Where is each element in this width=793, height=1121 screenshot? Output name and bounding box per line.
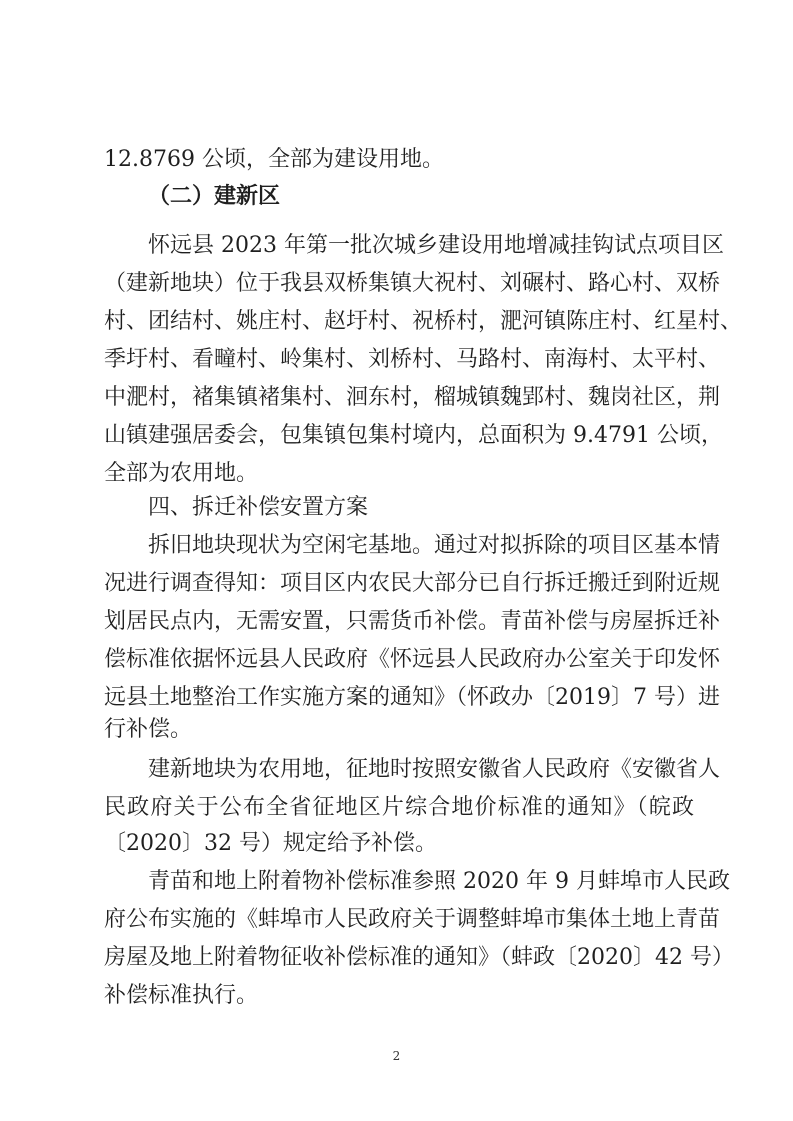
paragraph-line: 青苗和地上附着物补偿标准参照 2020 年 9 月蚌埠市人民政 — [148, 869, 730, 894]
paragraph-line: 补偿标准执行。 — [104, 983, 259, 1008]
paragraph-line: 划居民点内，无需安置，只需货币补偿。青苗补偿与房屋拆迁补 — [104, 609, 721, 634]
paragraph-line: 况进行调查得知：项目区内农民大部分已自行拆迁搬迁到附近规 — [104, 571, 721, 596]
paragraph-line: 〔2020〕32 号）规定给予补偿。 — [104, 831, 437, 856]
section-heading-jianxinqu: （二）建新区 — [148, 183, 281, 209]
paragraph-line: 房屋及地上附着物征收补偿标准的通知》（蚌政〔2020〕42 号） — [104, 945, 734, 970]
paragraph-line: 行补偿。 — [104, 717, 193, 742]
paragraph-line: 怀远县 2023 年第一批次城乡建设用地增减挂钩试点项目区 — [148, 233, 724, 258]
page-number: 2 — [392, 1049, 401, 1063]
paragraph-line: 远县土地整治工作实施方案的通知》（怀政办〔2019〕7 号）进 — [104, 685, 720, 710]
paragraph-line: 山镇建强居委会，包集镇包集村境内，总面积为 9.4791 公顷， — [104, 423, 723, 448]
paragraph-line: 拆旧地块现状为空闲宅基地。通过对拟拆除的项目区基本情 — [148, 533, 721, 558]
paragraph-line: 全部为农用地。 — [104, 461, 259, 486]
paragraph-line: 建新地块为农用地，征地时按照安徽省人民政府《安徽省人 — [148, 757, 721, 782]
paragraph-line: 中淝村，褚集镇褚集村、洄东村，榴城镇魏郢村、魏岗社区，荆 — [104, 385, 721, 410]
paragraph-line: 村、团结村、姚庄村、赵圩村、祝桥村，淝河镇陈庄村、红星村、 — [104, 309, 743, 334]
paragraph-line: 偿标准依据怀远县人民政府《怀远县人民政府办公室关于印发怀 — [104, 647, 721, 672]
paragraph-line: 民政府关于公布全省征地区片综合地价标准的通知》（皖政 — [104, 795, 694, 820]
paragraph-line: 12.8769 公顷，全部为建设用地。 — [104, 147, 444, 172]
section-heading-chaiqian: 四、拆迁补偿安置方案 — [148, 495, 369, 520]
paragraph-line: （建新地块）位于我县双桥集镇大祝村、刘碾村、路心村、双桥 — [104, 271, 721, 296]
paragraph-line: 季圩村、看疃村、岭集村、刘桥村、马路村、南海村、太平村、 — [104, 347, 721, 372]
paragraph-line: 府公布实施的《蚌埠市人民政府关于调整蚌埠市集体土地上青苗 — [104, 907, 721, 932]
